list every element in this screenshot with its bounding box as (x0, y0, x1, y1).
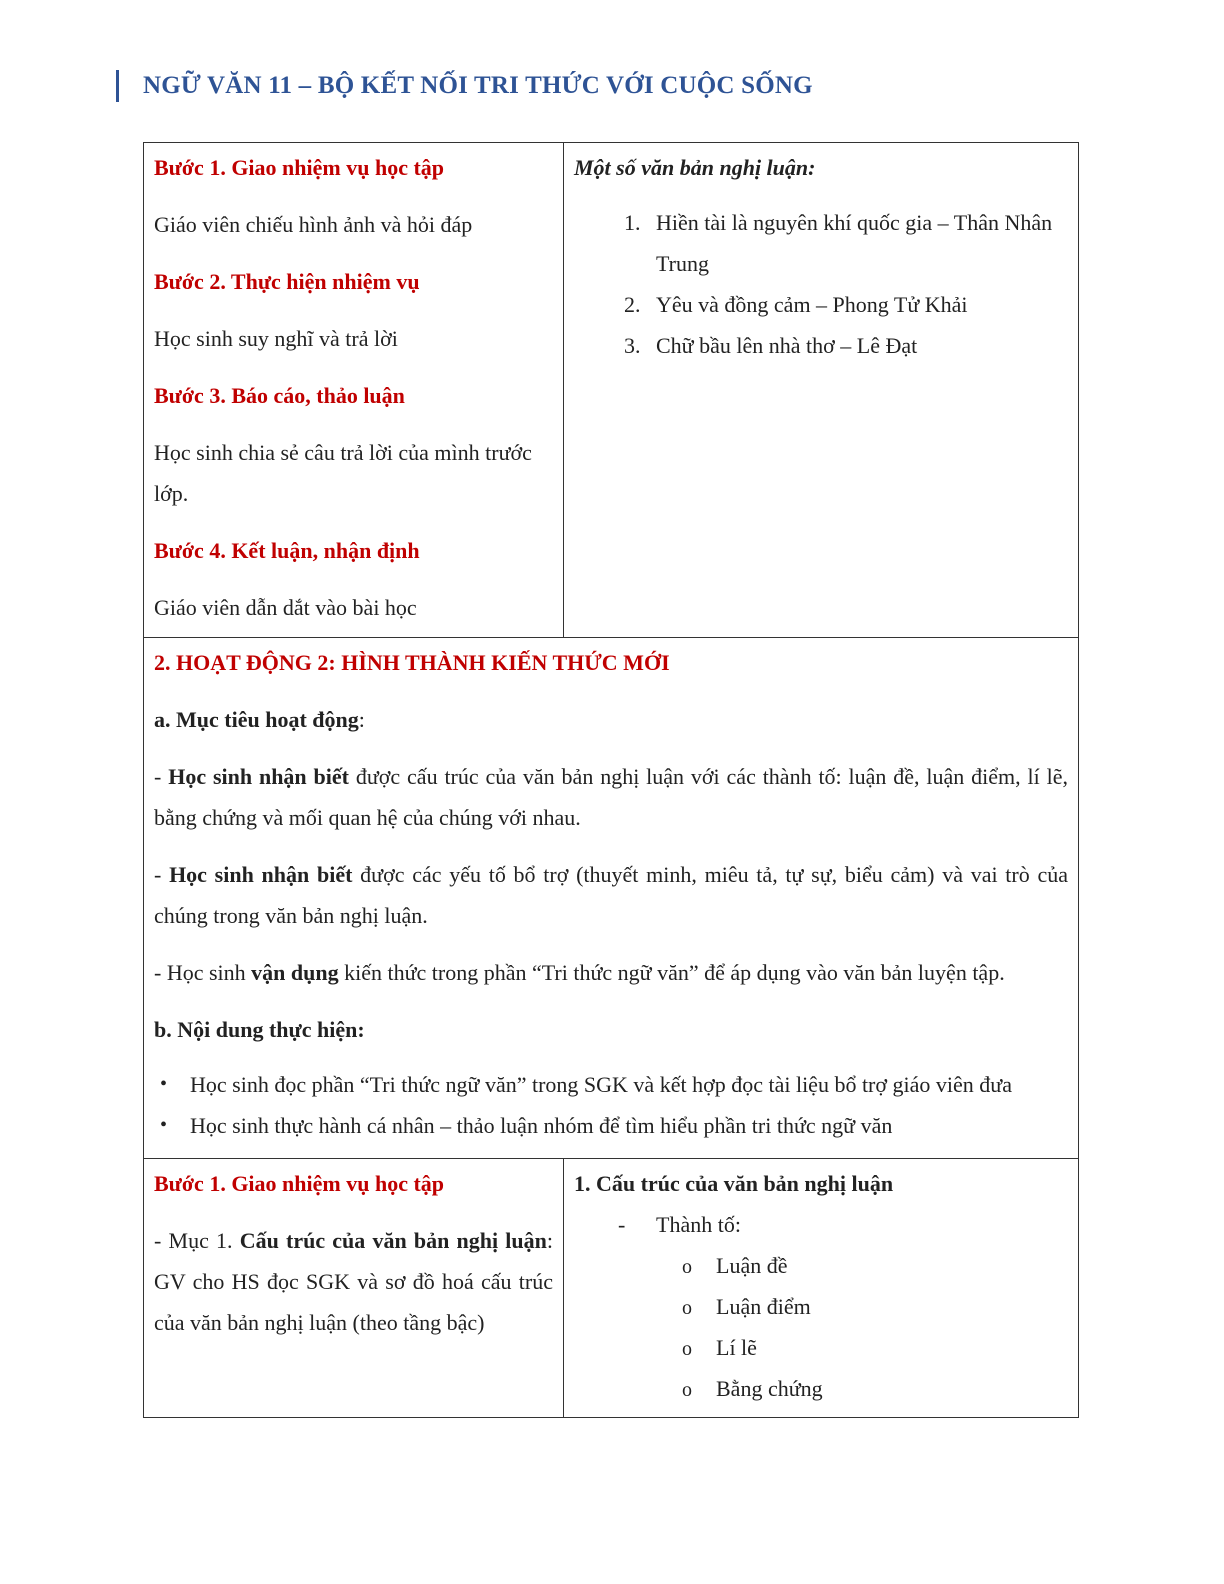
task-prefix: - Mục 1. (154, 1228, 240, 1253)
goal-item (154, 952, 1068, 993)
page-header (116, 68, 813, 104)
list-item: o Bằng chứng (682, 1368, 1068, 1409)
goal-colon: : (358, 707, 365, 732)
goal-rest: kiến thức trong phần “Tri thức ngữ văn” để áp dụng vào văn bản luyện tập. (338, 960, 1005, 985)
goal-item (154, 756, 1068, 838)
table-row (144, 638, 1079, 1159)
list-item: o Lí lẽ (682, 1327, 1068, 1368)
component-label: Thành tố: (656, 1212, 741, 1237)
structure-heading: 1. Cấu trúc của văn bản nghị luận (574, 1171, 894, 1196)
goal-prefix: - (154, 764, 169, 789)
step-heading: Bước 2. Thực hiện nhiệm vụ (154, 269, 420, 294)
list-item: 3. Chữ bầu lên nhà thơ – Lê Đạt (646, 325, 1068, 366)
works-cell (564, 143, 1079, 638)
step-text: Giáo viên chiếu hình ảnh và hỏi đáp (154, 212, 473, 237)
works-list (574, 202, 1068, 366)
component-line (618, 1204, 1068, 1245)
task-rest: : GV cho HS đọc SGK và sơ đồ hoá cấu trúc của văn bản nghị luận (theo tầng bậc) (154, 1228, 553, 1335)
activity-heading: 2. HOẠT ĐỘNG 2: HÌNH THÀNH KIẾN THỨC MỚI (154, 650, 670, 675)
dash-marker: - (618, 1212, 626, 1237)
list-item: o Luận điểm (682, 1286, 1068, 1327)
step-text: Giáo viên dẫn dắt vào bài học (154, 595, 417, 620)
list-item: • Học sinh thực hành cá nhân – thảo luận nhóm để tìm hiểu phần tri thức ngữ văn (190, 1105, 1068, 1146)
content-label: b. Nội dung thực hiện: (154, 1017, 365, 1042)
task-cell (144, 1159, 564, 1418)
step-text: Học sinh chia sẻ câu trả lời của mình trước lớp. (154, 440, 532, 506)
step-heading: Bước 1. Giao nhiệm vụ học tập (154, 1171, 445, 1196)
step-heading: Bước 4. Kết luận, nhận định (154, 538, 420, 563)
component-list (574, 1245, 1068, 1409)
header-accent-bar (116, 70, 119, 102)
goal-prefix: - (154, 862, 170, 887)
goal-label: a. Mục tiêu hoạt động (154, 707, 359, 732)
goal-rest: được cấu trúc của văn bản nghị luận với các thành tố: luận đề, luận điểm, lí lẽ, bằng chứng và mối quan hệ của chúng với nhau. (154, 764, 1068, 830)
activity-cell (144, 638, 1079, 1159)
goal-prefix: - Học sinh (154, 960, 252, 985)
goal-bold: Học sinh nhận biết (168, 764, 349, 789)
list-item: • Học sinh đọc phần “Tri thức ngữ văn” trong SGK và kết hợp đọc tài liệu bổ trợ giáo viên đưa (190, 1064, 1068, 1105)
table-row (144, 1159, 1079, 1418)
content-list (154, 1064, 1068, 1146)
structure-cell (564, 1159, 1079, 1418)
task-bold: Cấu trúc của văn bản nghị luận (239, 1228, 547, 1253)
goal-bold: vận dụng (251, 960, 339, 985)
goal-bold: Học sinh nhận biết (169, 862, 353, 887)
list-item: 2. Yêu và đồng cảm – Phong Tử Khải (646, 284, 1068, 325)
lesson-table (143, 142, 1079, 1418)
task-text (154, 1220, 553, 1343)
goal-label-line (154, 699, 1068, 740)
steps-cell (144, 143, 564, 638)
step-text: Học sinh suy nghĩ và trả lời (154, 326, 398, 351)
list-item: o Luận đề (682, 1245, 1068, 1286)
step-heading: Bước 3. Báo cáo, thảo luận (154, 383, 405, 408)
list-item: 1. Hiền tài là nguyên khí quốc gia – Thân Nhân Trung (646, 202, 1068, 284)
table-row (144, 143, 1079, 638)
goal-rest: được các yếu tố bổ trợ (thuyết minh, miêu tả, tự sự, biểu cảm) và vai trò của chúng trong văn bản nghị luận. (154, 862, 1068, 928)
header-title: NGỮ VĂN 11 – BỘ KẾT NỐI TRI THỨC VỚI CUỘC SỐNG (143, 72, 813, 99)
works-heading: Một số văn bản nghị luận: (574, 155, 816, 180)
goal-item (154, 854, 1068, 936)
step-heading: Bước 1. Giao nhiệm vụ học tập (154, 155, 445, 180)
